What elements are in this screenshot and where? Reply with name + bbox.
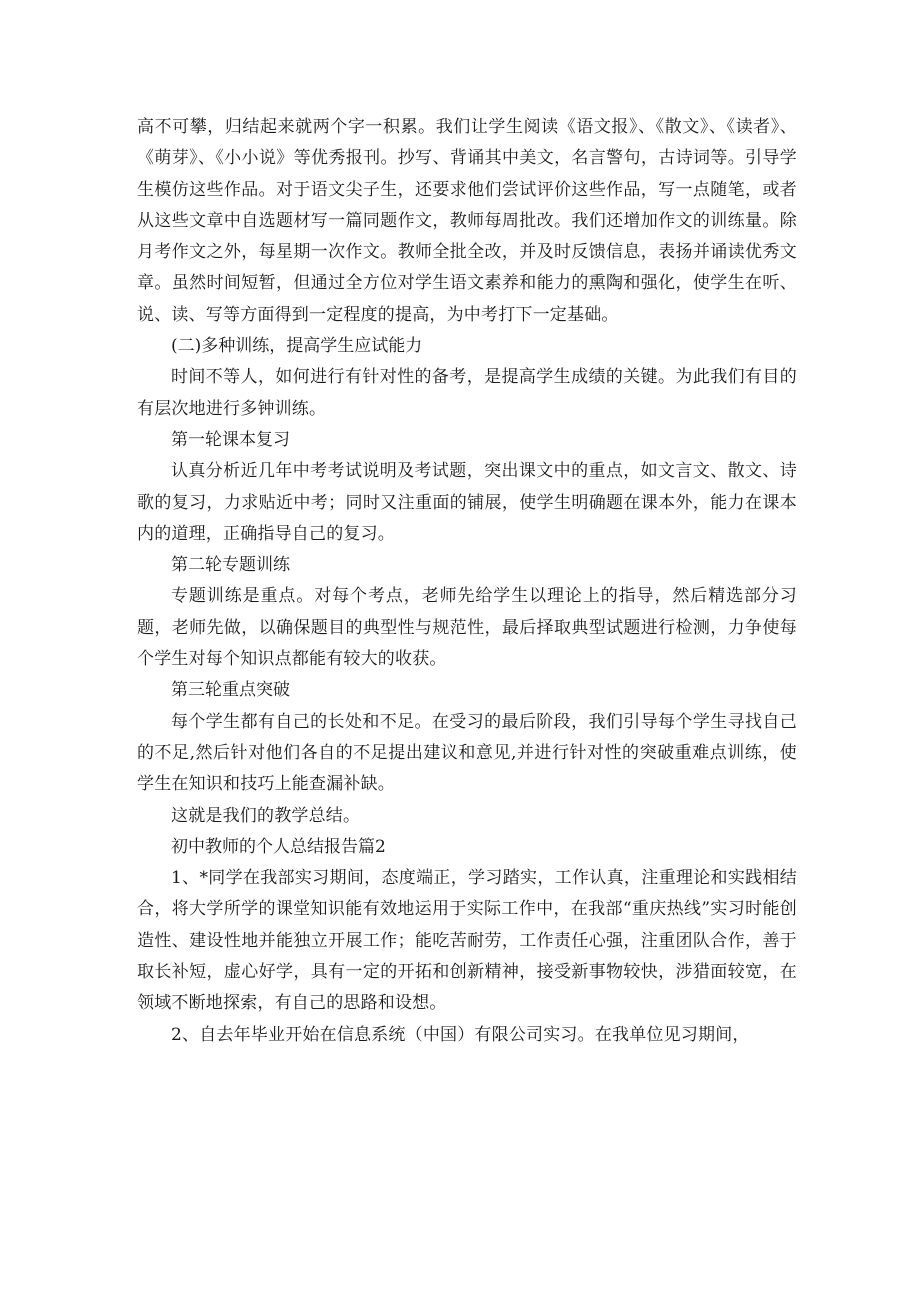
paragraph-round-2: 专题训练是重点。对每个考点，老师先给学生以理论上的指导，然后精选部分习题，老师先做，以确保题目的典型性与规范性，最后择取典型试题进行检测，力争使每个学生对每个知识点都能有较大的收获。 bbox=[137, 586, 797, 670]
paragraph-summary: 这就是我们的教学总结。 bbox=[171, 805, 361, 826]
paragraph-accumulation: 高不可攀，归结起来就两个字一积累。我们让学生阅读《语文报》、《散文》、《读者》、《萌芽》、《小小说》等优秀报刊。抄写、背诵其中美文，名言警句，古诗词等。引导学生模仿这些作品。对于语文尖子生，还要求他们尝试评价这些作品，写一点随笔，或者从这些文章中自选题材写一篇同题作文，教师每周批改。我们还增加作文的训练量。除月考作文之外，每星期一次作文。教师全批全改，并及时反馈信息，表扬并诵读优秀文章。虽然时间短暂，但通过全方位对学生语文素养和能力的熏陶和强化，使学生在听、说、读、写等方面得到一定程度的提高，为中考打下一定基础。 bbox=[137, 117, 797, 325]
paragraph-item-2: 2、自去年毕业开始在信息系统（中国）有限公司实习。在我单位见习期间， bbox=[171, 1024, 750, 1045]
document-body bbox=[137, 112, 797, 1051]
article-title-part-2: 初中教师的个人总结报告篇2 bbox=[171, 836, 386, 857]
paragraph-item-1: 1、*同学在我部实习期间，态度端正，学习踏实，工作认真，注重理论和实践相结合，将大学所学的课堂知识能有效地运用于实际工作中，在我部“重庆热线”实习时能创造性、建设性地并能独立开展工作；能吃苦耐劳，工作责任心强，注重团队合作，善于取长补短，虚心好学，具有一定的开拓和创新精神，接受新事物较快，涉猎面较宽，在领域不断地探索，有自己的思路和设想。 bbox=[137, 868, 797, 1014]
paragraph-round-3: 每个学生都有自己的长处和不足。在受习的最后阶段，我们引导每个学生寻找自己的不足,然后针对他们各自的不足提出建议和意见,并进行针对性的突破重难点训练，使学生在知识和技巧上能查漏补缺。 bbox=[137, 711, 797, 795]
round-heading-2: 第二轮专题训练 bbox=[171, 555, 290, 576]
round-heading-3: 第三轮重点突破 bbox=[171, 680, 290, 701]
section-heading-training: (二)多种训练，提高学生应试能力 bbox=[171, 336, 423, 357]
paragraph-round-1: 认真分析近几年中考考试说明及考试题，突出课文中的重点，如文言文、散文、诗歌的复习，力求贴近中考；同时又注重面的铺展，使学生明确题在课本外，能力在课本内的道理，正确指导自己的复习。 bbox=[137, 461, 797, 544]
round-heading-1: 第一轮课本复习 bbox=[171, 429, 290, 450]
paragraph-time: 时间不等人，如何进行有针对性的备考，是提高学生成绩的关键。为此我们有目的有层次地进行多钟训练。 bbox=[137, 367, 797, 419]
